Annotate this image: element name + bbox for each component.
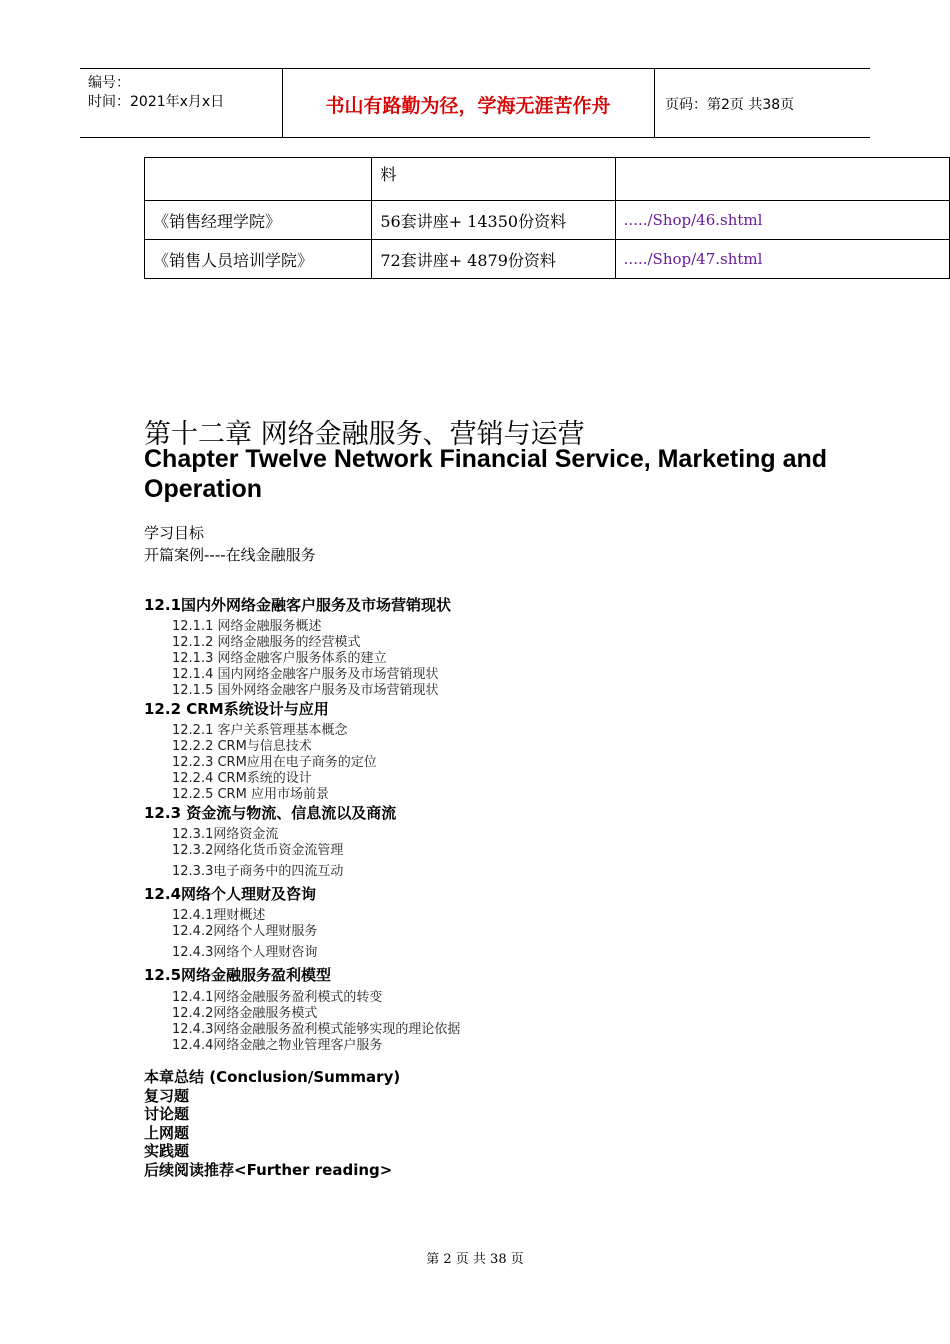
discussion-questions: 讨论题 bbox=[144, 1105, 190, 1123]
table-cell-link bbox=[615, 158, 949, 201]
section-title: 12.5网络金融服务盈利模型 bbox=[144, 966, 332, 984]
subsection-item: 12.3.2网络化货币资金流管理 bbox=[172, 843, 344, 858]
table-cell-desc: 56套讲座+ 14350份资料 bbox=[372, 201, 615, 240]
table-cell-name bbox=[145, 158, 372, 201]
subsection-item: 12.1.3 网络金融客户服务体系的建立 bbox=[172, 651, 387, 666]
subsection-item: 12.2.4 CRM系统的设计 bbox=[172, 771, 312, 786]
learning-objectives: 学习目标 bbox=[144, 524, 205, 542]
subsection-item: 12.4.1网络金融服务盈利模式的转变 bbox=[172, 990, 383, 1005]
subsection-item: 12.4.3网络金融服务盈利模式能够实现的理论依据 bbox=[172, 1022, 461, 1037]
subsection-item: 12.2.1 客户关系管理基本概念 bbox=[172, 723, 348, 738]
table-cell-desc: 72套讲座+ 4879份资料 bbox=[372, 240, 615, 279]
online-questions: 上网题 bbox=[144, 1124, 190, 1142]
review-questions: 复习题 bbox=[144, 1087, 190, 1105]
subsection-item: 12.1.2 网络金融服务的经营模式 bbox=[172, 635, 361, 650]
opening-case: 开篇案例----在线金融服务 bbox=[144, 546, 316, 564]
doc-id-label: 编号： bbox=[88, 75, 130, 91]
subsection-item: 12.3.1网络资金流 bbox=[172, 827, 279, 842]
table-cell-name: 《销售人员培训学院》 bbox=[145, 240, 372, 279]
section-title: 12.4网络个人理财及咨询 bbox=[144, 885, 317, 903]
subsection-item: 12.4.2网络个人理财服务 bbox=[172, 924, 318, 939]
resource-table bbox=[144, 157, 950, 279]
table-row bbox=[145, 158, 950, 201]
table-cell-name: 《销售经理学院》 bbox=[145, 201, 372, 240]
page-header bbox=[80, 68, 870, 138]
subsection-item: 12.1.4 国内网络金融客户服务及市场营销现状 bbox=[172, 667, 439, 682]
practice-questions: 实践题 bbox=[144, 1142, 190, 1160]
further-reading: 后续阅读推荐<Further reading> bbox=[144, 1161, 393, 1179]
subsection-item: 12.4.3网络个人理财咨询 bbox=[172, 945, 318, 960]
subsection-item: 12.4.2网络金融服务模式 bbox=[172, 1006, 318, 1021]
page-footer: 第 2 页 共 38 页 bbox=[426, 1252, 524, 1267]
table-cell-desc: 料 bbox=[372, 158, 615, 201]
subsection-item: 12.2.2 CRM与信息技术 bbox=[172, 739, 312, 754]
subsection-item: 12.1.1 网络金融服务概述 bbox=[172, 619, 322, 634]
subsection-item: 12.2.3 CRM应用在电子商务的定位 bbox=[172, 755, 377, 770]
header-meta-cell bbox=[80, 69, 283, 137]
table-row bbox=[145, 240, 950, 279]
section-title: 12.2 CRM系统设计与应用 bbox=[144, 700, 329, 718]
motto: 书山有路勤为径，学海无涯苦作舟 bbox=[325, 95, 611, 117]
table-cell-link[interactable]: ...../Shop/47.shtml bbox=[615, 240, 949, 279]
subsection-item: 12.4.1理财概述 bbox=[172, 908, 266, 923]
chapter-title-en: Chapter Twelve Network Financial Service, Marketing and Operation bbox=[144, 445, 828, 503]
page-number-label: 页码：第2页 共38页 bbox=[665, 97, 795, 113]
header-page-cell bbox=[655, 69, 870, 137]
subsection-item: 12.3.3电子商务中的四流互动 bbox=[172, 864, 344, 879]
subsection-item: 12.2.5 CRM 应用市场前景 bbox=[172, 787, 329, 802]
header-motto-cell bbox=[282, 69, 655, 137]
section-title: 12.3 资金流与物流、信息流以及商流 bbox=[144, 804, 397, 822]
chapter-summary: 本章总结 (Conclusion/Summary) bbox=[144, 1068, 401, 1086]
table-cell-link[interactable]: ...../Shop/46.shtml bbox=[615, 201, 949, 240]
section-title: 12.1国内外网络金融客户服务及市场营销现状 bbox=[144, 596, 452, 614]
subsection-item: 12.4.4网络金融之物业管理客户服务 bbox=[172, 1038, 383, 1053]
time-label: 时间：2021年x月x日 bbox=[88, 94, 225, 110]
table-row bbox=[145, 201, 950, 240]
chapter-title-zh: 第十二章 网络金融服务、营销与运营 bbox=[144, 419, 585, 450]
subsection-item: 12.1.5 国外网络金融客户服务及市场营销现状 bbox=[172, 683, 439, 698]
